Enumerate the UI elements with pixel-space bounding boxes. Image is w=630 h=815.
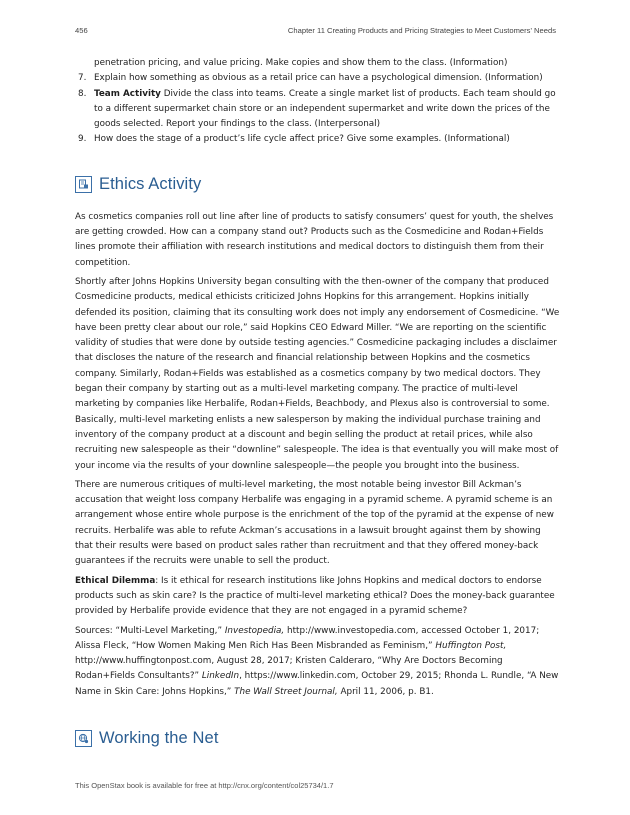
working-the-net-title: Working the Net bbox=[99, 729, 219, 748]
globe-icon bbox=[75, 730, 92, 747]
working-the-net-heading bbox=[75, 724, 560, 754]
ethical-dilemma bbox=[75, 574, 560, 620]
ethics-paragraph: There are numerous critiques of multi-level marketing, the most notable being investor Bill Ackman’s accusation that weight loss company Herbalife was engaging in a pyramid scheme. A pyramid scheme is an arrangement whose entire whole purpose is the enrichment of the top of the pyramid at the expense of new recruits. Herbalife was able to refute Ackman’s accusations in a lawsuit brought against them by showing that their results were based on product sales rather than recruitment and that they offered money-back guarantees if the recruits were unable to sell the product. bbox=[75, 479, 554, 567]
question-number: 8. bbox=[78, 88, 87, 99]
question-item bbox=[75, 71, 560, 86]
source-text: April 11, 2006, p. B1. bbox=[337, 686, 434, 697]
sources bbox=[75, 624, 560, 700]
source-publication: LinkedIn bbox=[201, 671, 240, 682]
dilemma-text: : Is it ethical for research institutions like Johns Hopkins and medical doctors to endorse products such as skin care? Is the practice of multi-level marketing ethical? Does the money-back guarantee provided by Herbalife provide evidence that they are not engaged in a pyramid scheme? bbox=[75, 575, 555, 617]
chapter-title: Chapter 11 Creating Products and Pricing Strategies to Meet Customers' Needs bbox=[287, 26, 556, 35]
source-text: http://www.investopedia.com, accessed October 1, 2017; Alissa Fleck, “How Women Making Men Rich Has Been Misbranded as Feminism,” bbox=[75, 625, 540, 651]
question-lead: Team Activity bbox=[94, 88, 161, 99]
dilemma-label: Ethical Dilemma bbox=[75, 575, 156, 586]
review-questions bbox=[75, 71, 560, 147]
source-text: http://www.huffingtonpost.com, August 28, 2017; Kristen Calderaro, “Why Are Doctors Becoming Rodan+Fields Consultants?” bbox=[75, 656, 503, 682]
ethics-activity-heading bbox=[75, 170, 560, 200]
ethics-paragraph: As cosmetics companies roll out line after line of products to satisfy consumers’ quest for youth, the shelves are getting crowded. How can a company stand out? Products such as the Cosmedicine and Rodan+Fields lines promote their affiliation with research institutions and medical doctors to distinguish them from their competition. bbox=[75, 211, 554, 268]
page-header bbox=[75, 26, 556, 38]
ethics-activity-title: Ethics Activity bbox=[99, 175, 202, 194]
ethics-icon bbox=[75, 176, 92, 193]
question-number: 9. bbox=[78, 134, 87, 145]
question-item bbox=[75, 132, 560, 147]
source-publication: The Wall Street Journal, bbox=[234, 686, 338, 697]
source-text: Sources: “Multi-Level Marketing,” bbox=[75, 625, 225, 636]
question-text: Explain how something as obvious as a retail price can have a psychological dimension. (Information) bbox=[94, 73, 543, 84]
question-item bbox=[75, 87, 560, 133]
question-continuation: penetration pricing, and value pricing. Make copies and show them to the class. (Information) bbox=[94, 58, 508, 68]
source-publication: Investopedia, bbox=[224, 625, 285, 636]
question-text: How does the stage of a product’s life cycle affect price? Give some examples. (Informational) bbox=[94, 134, 510, 145]
question-text: Divide the class into teams. Create a single market list of products. Each team should go to a different supermarket chain store or an independent supermarket and write down the prices of the goods selected. Report your findings to the class. (Interpersonal) bbox=[94, 88, 556, 130]
source-text: , https://www.linkedin.com, October 29, 2015; Rhonda L. Rundle, “A New Name in Skin Care: Johns Hopkins,” bbox=[75, 671, 559, 697]
source-publication: Huffington Post, bbox=[435, 640, 507, 651]
page-content bbox=[75, 56, 560, 754]
question-number: 7. bbox=[78, 73, 87, 84]
ethics-paragraph: Shortly after Johns Hopkins University began consulting with the then-owner of the company that produced Cosmedicine products, medical ethicists criticized Johns Hopkins for this arrangement. Hopkins initially defended its position, claiming that its consulting work does not imply any endorsement of Cosmedicine. “We have been pretty clear about our role,” said Hopkins CEO Edward Miller. “We are reporting on the scientific validity of studies that were done by outside testing agencies.” Cosmedicine packaging includes a disclaimer that discloses the nature of the research and financial relationship between Hopkins and the cosmetics company. Similarly, Rodan+Fields was established as a cosmetics company by two medical doctors. They began their company by starting out as a multi-level marketing company. The practice of multi-level marketing by companies like Herbalife, Rodan+Fields, Beachbody, and Plexus also is controversial to some. Basically, multi-level marketing enlists a new salesperson by making the individual purchase training and inventory of the company product at a discount and begin selling the product at retail prices, while also recruiting new salespeople as their “downline” salespeople. The idea is that eventually you will make most of your income via the results of your downline salespeople—the people you brought into the business. bbox=[75, 276, 560, 471]
page-number: 456 bbox=[75, 26, 88, 35]
page-footer: This OpenStax book is available for free at http://cnx.org/content/col25734/1.7 bbox=[75, 781, 334, 790]
